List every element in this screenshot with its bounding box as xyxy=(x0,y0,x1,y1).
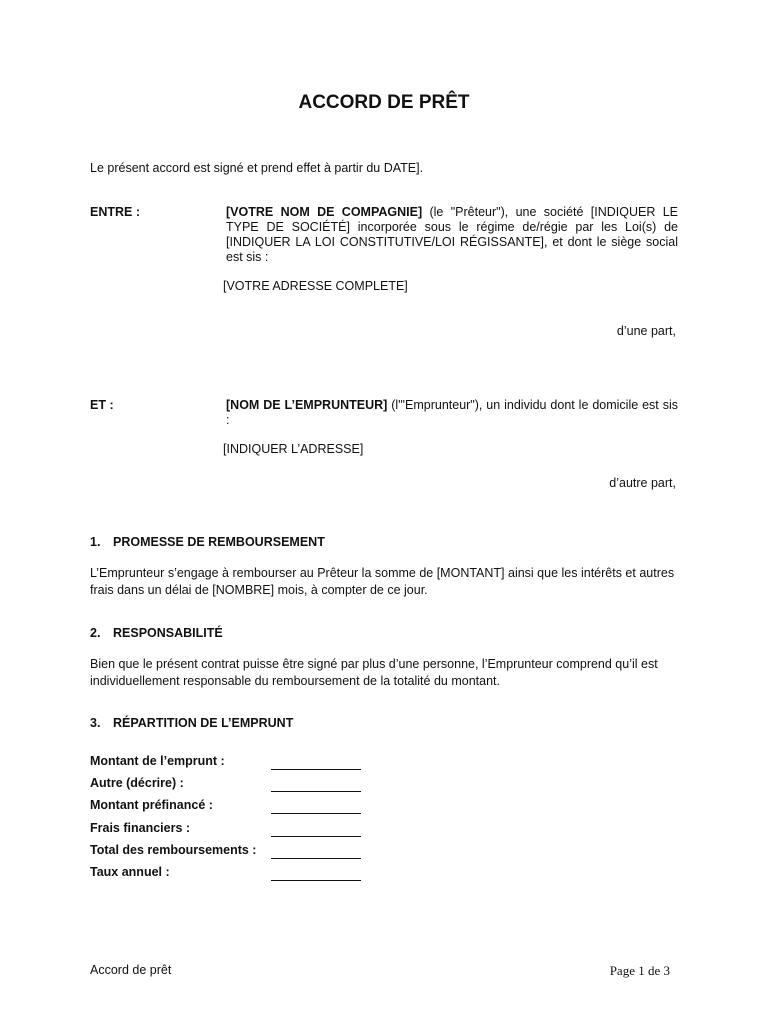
section-1-number: 1. xyxy=(90,535,101,549)
loan-field-blank[interactable] xyxy=(271,813,361,814)
borrower-closing: d’autre part, xyxy=(609,476,676,490)
section-2-body: Bien que le présent contrat puisse être signé par plus d’une personne, l’Emprunteur comprend qu’il est individuellement responsable du remboursement de la totalité du montant. xyxy=(90,657,658,688)
loan-field-blank[interactable] xyxy=(271,791,361,792)
loan-field-row xyxy=(90,843,390,865)
lender-paragraph xyxy=(226,205,678,265)
lender-label: ENTRE : xyxy=(90,205,140,219)
borrower-address: [INDIQUER L’ADRESSE] xyxy=(223,442,364,456)
borrower-label: ET : xyxy=(90,398,114,412)
section-2-number: 2. xyxy=(90,626,101,640)
section-3-number: 3. xyxy=(90,716,101,730)
loan-field-row xyxy=(90,776,390,798)
loan-field-label: Frais financiers : xyxy=(90,821,191,835)
lender-closing: d’une part, xyxy=(616,324,676,338)
loan-field-label: Autre (décrire) : xyxy=(90,776,184,790)
section-3-title: RÉPARTITION DE L’EMPRUNT xyxy=(113,716,294,730)
section-3-heading xyxy=(90,716,293,730)
borrower-name: [NOM DE L’EMPRUNTEUR] xyxy=(226,398,388,412)
borrower-paragraph xyxy=(226,398,678,428)
loan-field-label: Montant préfinancé : xyxy=(90,798,213,812)
document-title: ACCORD DE PRÊT xyxy=(298,92,470,113)
loan-field-row xyxy=(90,865,390,887)
loan-field-label: Montant de l’emprunt : xyxy=(90,754,225,768)
loan-field-blank[interactable] xyxy=(271,880,361,881)
lender-name: [VOTRE NOM DE COMPAGNIE] xyxy=(226,205,423,219)
section-1-title: PROMESSE DE REMBOURSEMENT xyxy=(113,535,325,549)
loan-field-label: Total des remboursements : xyxy=(90,843,257,857)
intro-paragraph: Le présent accord est signé et prend effet à partir du DATE]. xyxy=(90,161,424,175)
loan-field-label: Taux annuel : xyxy=(90,865,170,879)
section-2-heading xyxy=(90,626,223,640)
loan-field-row xyxy=(90,798,390,820)
loan-field-row xyxy=(90,821,390,843)
loan-field-blank[interactable] xyxy=(271,858,361,859)
borrower-text: (l'"Emprunteur"), un individu dont le domicile est sis : xyxy=(226,398,678,427)
loan-field-blank[interactable] xyxy=(271,836,361,837)
loan-field-row xyxy=(90,754,390,776)
lender-text: (le "Prêteur"), une société [INDIQUER LE TYPE DE SOCIÉTÉ] incorporée sous le régime de/régie par les Loi(s) de [INDIQUER LA LOI CONSTITUTIVE/LOI RÉGISSANTE], et dont le siège social est sis : xyxy=(226,205,678,264)
lender-address: [VOTRE ADRESSE COMPLETE] xyxy=(223,279,408,293)
footer-page-number: Page 1 de 3 xyxy=(609,963,670,978)
loan-field-blank[interactable] xyxy=(271,769,361,770)
footer-document-name: Accord de prêt xyxy=(90,963,172,977)
section-2-title: RESPONSABILITÉ xyxy=(113,626,223,640)
section-1-heading xyxy=(90,535,325,549)
section-1-body: L’Emprunteur s’engage à rembourser au Prêteur la somme de [MONTANT] ainsi que les intérêts et autres frais dans un délai de [NOMBRE] mois, à compter de ce jour. xyxy=(90,566,675,597)
